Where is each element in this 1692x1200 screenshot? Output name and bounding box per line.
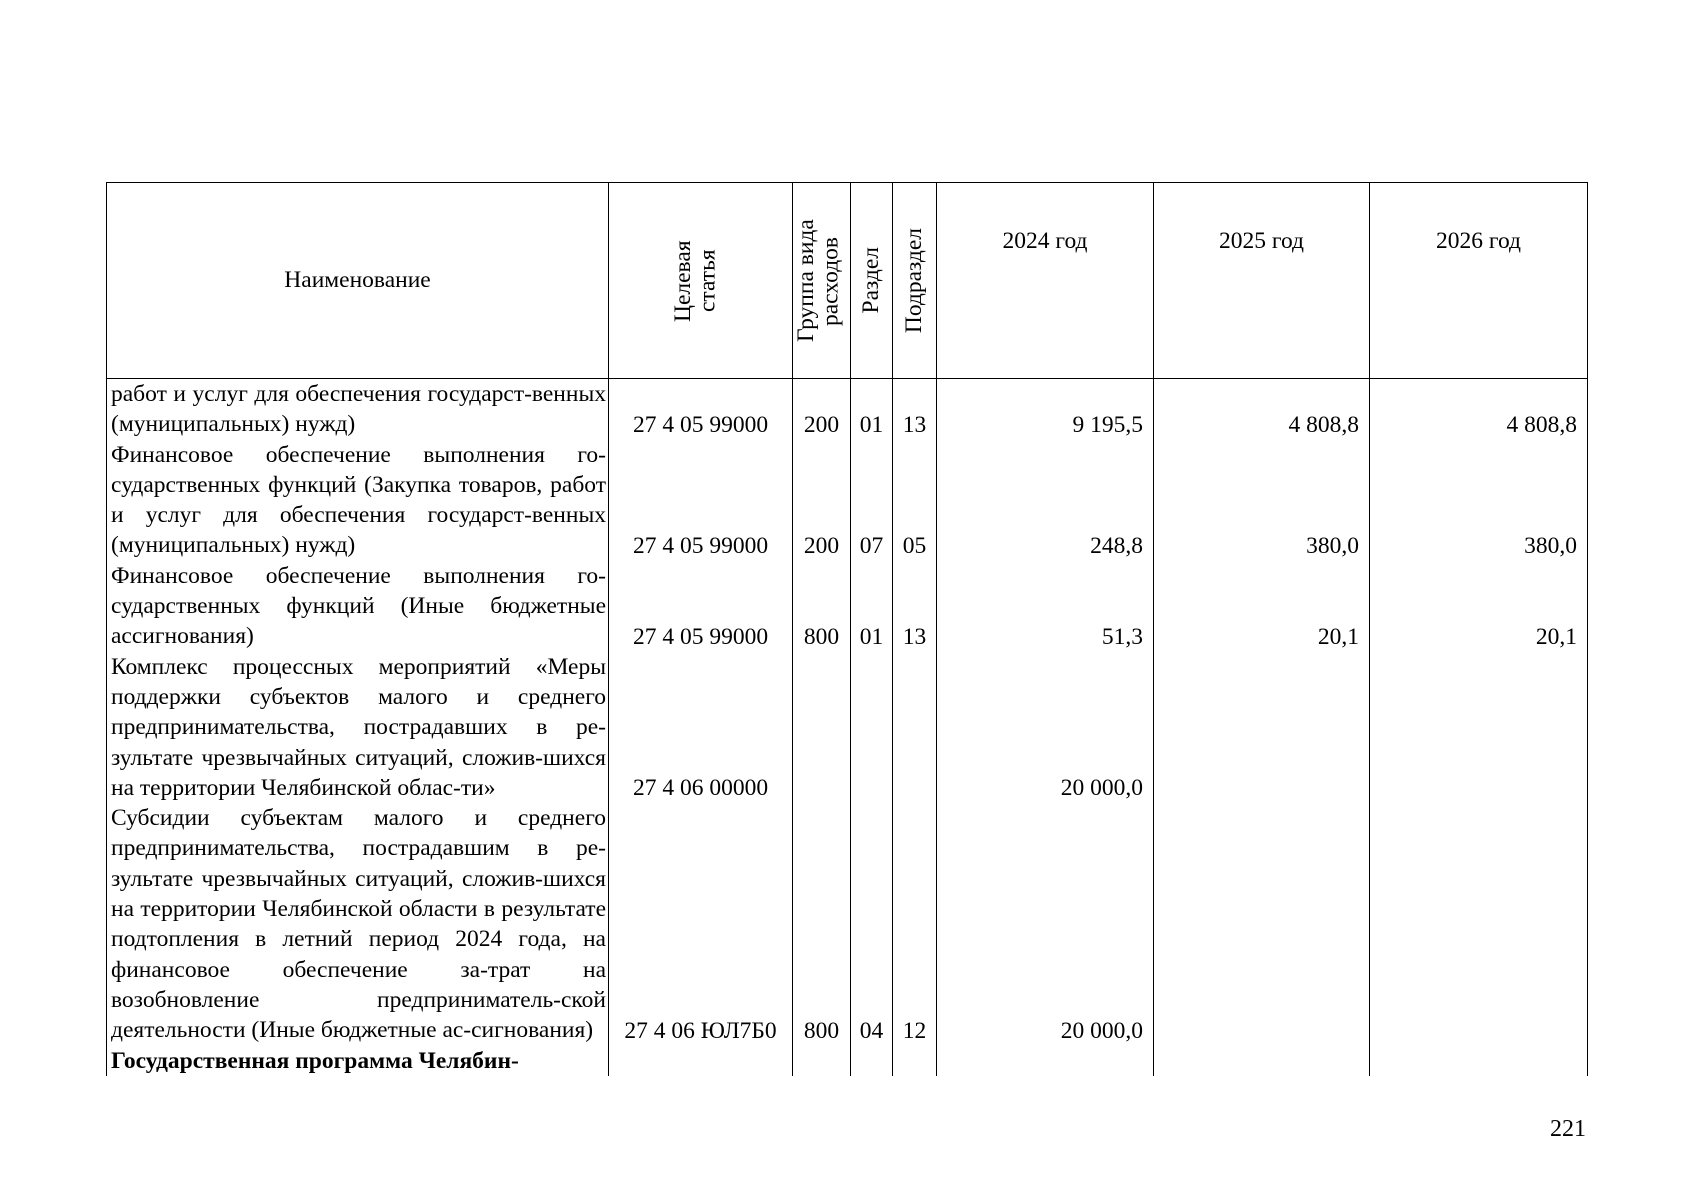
row-2025: 380,0 [1154, 440, 1370, 561]
row-expense-group: 800 [793, 561, 851, 652]
row-2026 [1370, 803, 1588, 1045]
header-section: Раздел [851, 183, 893, 379]
row-name: Финансовое обеспечение выполнения го-сударственных функций (Иные бюджетные ассигнования) [107, 561, 609, 652]
row-target-article: 27 4 05 99000 [609, 561, 793, 652]
row-2026 [1370, 652, 1588, 803]
row-2025 [1154, 1046, 1370, 1076]
row-target-article: 27 4 06 00000 [609, 652, 793, 803]
table-row [107, 1046, 1588, 1076]
header-expense-group: Группа вида расходов [793, 183, 851, 379]
row-subsection: 13 [893, 561, 937, 652]
row-2026: 4 808,8 [1370, 379, 1588, 440]
row-section: 07 [851, 440, 893, 561]
row-section: 01 [851, 379, 893, 440]
row-subsection [893, 1046, 937, 1076]
row-subsection: 05 [893, 440, 937, 561]
row-expense-group [793, 1046, 851, 1076]
row-name: работ и услуг для обеспечения государст-венных (муниципальных) нужд) [107, 379, 609, 440]
header-2024: 2024 год [937, 183, 1154, 379]
budget-table [106, 182, 1588, 1076]
header-name: Наименование [107, 183, 609, 379]
row-expense-group: 800 [793, 803, 851, 1045]
row-section [851, 1046, 893, 1076]
row-2026: 20,1 [1370, 561, 1588, 652]
row-subsection: 12 [893, 803, 937, 1045]
table-row [107, 652, 1588, 803]
row-expense-group [793, 652, 851, 803]
row-target-article: 27 4 05 99000 [609, 440, 793, 561]
row-2024: 9 195,5 [937, 379, 1154, 440]
row-name: Государственная программа Челябин- [107, 1046, 609, 1076]
header-2026: 2026 год [1370, 183, 1588, 379]
row-name: Финансовое обеспечение выполнения го-сударственных функций (Закупка товаров, работ и услуг для обеспечения государст-венных (муниципальных) нужд) [107, 440, 609, 561]
header-subsection: Подраздел [893, 183, 937, 379]
header-target-article: Целевая статья [609, 183, 793, 379]
row-2024: 51,3 [937, 561, 1154, 652]
row-2025: 4 808,8 [1154, 379, 1370, 440]
row-name: Комплекс процессных мероприятий «Меры поддержки субъектов малого и среднего предпринимательства, пострадавших в ре-зультате чрезвычайных ситуаций, сложив-шихся на территории Челябинской облас-ти» [107, 652, 609, 803]
row-subsection: 13 [893, 379, 937, 440]
row-2026 [1370, 1046, 1588, 1076]
row-2024 [937, 1046, 1154, 1076]
table-row [107, 803, 1588, 1045]
row-2025 [1154, 652, 1370, 803]
table-row [107, 561, 1588, 652]
header-2025: 2025 год [1154, 183, 1370, 379]
table-row [107, 440, 1588, 561]
row-2025: 20,1 [1154, 561, 1370, 652]
row-2024: 248,8 [937, 440, 1154, 561]
row-section: 04 [851, 803, 893, 1045]
row-section: 01 [851, 561, 893, 652]
row-target-article: 27 4 06 ЮЛ7Б0 [609, 803, 793, 1045]
row-2024: 20 000,0 [937, 803, 1154, 1045]
row-target-article: 27 4 05 99000 [609, 379, 793, 440]
row-target-article [609, 1046, 793, 1076]
row-section [851, 652, 893, 803]
row-expense-group: 200 [793, 379, 851, 440]
row-name: Субсидии субъектам малого и среднего предпринимательства, пострадавшим в ре-зультате чрезвычайных ситуаций, сложив-шихся на территории Челябинской области в результате подтопления в летний период 2024 года, на финансовое обеспечение за-трат на возобновление предприниматель-ской деятельности (Иные бюджетные ас-сигнования) [107, 803, 609, 1045]
row-2024: 20 000,0 [937, 652, 1154, 803]
row-2025 [1154, 803, 1370, 1045]
row-2026: 380,0 [1370, 440, 1588, 561]
page-number: 221 [1550, 1116, 1586, 1142]
header-row [107, 183, 1588, 379]
row-subsection [893, 652, 937, 803]
table-row [107, 379, 1588, 440]
row-expense-group: 200 [793, 440, 851, 561]
